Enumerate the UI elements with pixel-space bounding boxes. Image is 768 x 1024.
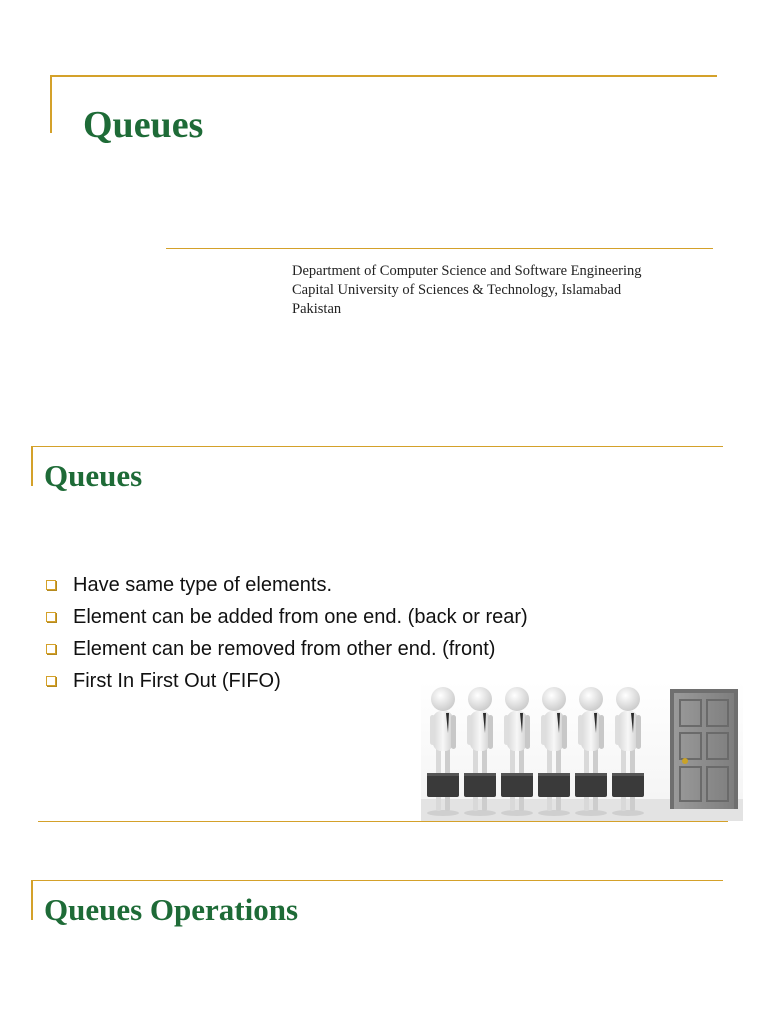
department-line: Department of Computer Science and Software Engineering — [292, 263, 642, 279]
slide-heading: Queues — [44, 458, 143, 493]
top-divider — [31, 446, 723, 447]
queue-illustration — [421, 681, 743, 821]
slide-heading: Queues Operations — [44, 892, 299, 927]
bullet-text: Element can be added from one end. (back or rear) — [73, 606, 528, 628]
top-divider — [31, 880, 723, 881]
list-item — [46, 637, 528, 669]
bullet-text: Element can be removed from other end. (front) — [73, 638, 496, 660]
square-bullet-icon — [46, 612, 56, 622]
list-item — [46, 573, 528, 605]
bottom-divider — [38, 821, 728, 822]
side-divider — [50, 75, 52, 133]
list-item — [46, 605, 528, 637]
side-divider — [31, 446, 33, 486]
slide-title — [0, 0, 768, 390]
slide-queues-operations — [0, 870, 768, 1024]
square-bullet-icon — [46, 644, 56, 654]
top-divider — [50, 75, 717, 77]
middle-divider — [166, 248, 713, 249]
square-bullet-icon — [46, 580, 56, 590]
slide-queues — [0, 440, 768, 830]
country-line: Pakistan — [292, 301, 342, 317]
side-divider — [31, 880, 33, 920]
door-icon — [670, 689, 738, 809]
bullet-text: First In First Out (FIFO) — [73, 670, 281, 692]
department-block — [292, 262, 642, 319]
university-line: Capital University of Sciences & Technology, Islamabad — [292, 282, 622, 298]
square-bullet-icon — [46, 676, 56, 686]
slide-title-heading: Queues — [83, 104, 204, 146]
bullet-text: Have same type of elements. — [73, 574, 333, 596]
